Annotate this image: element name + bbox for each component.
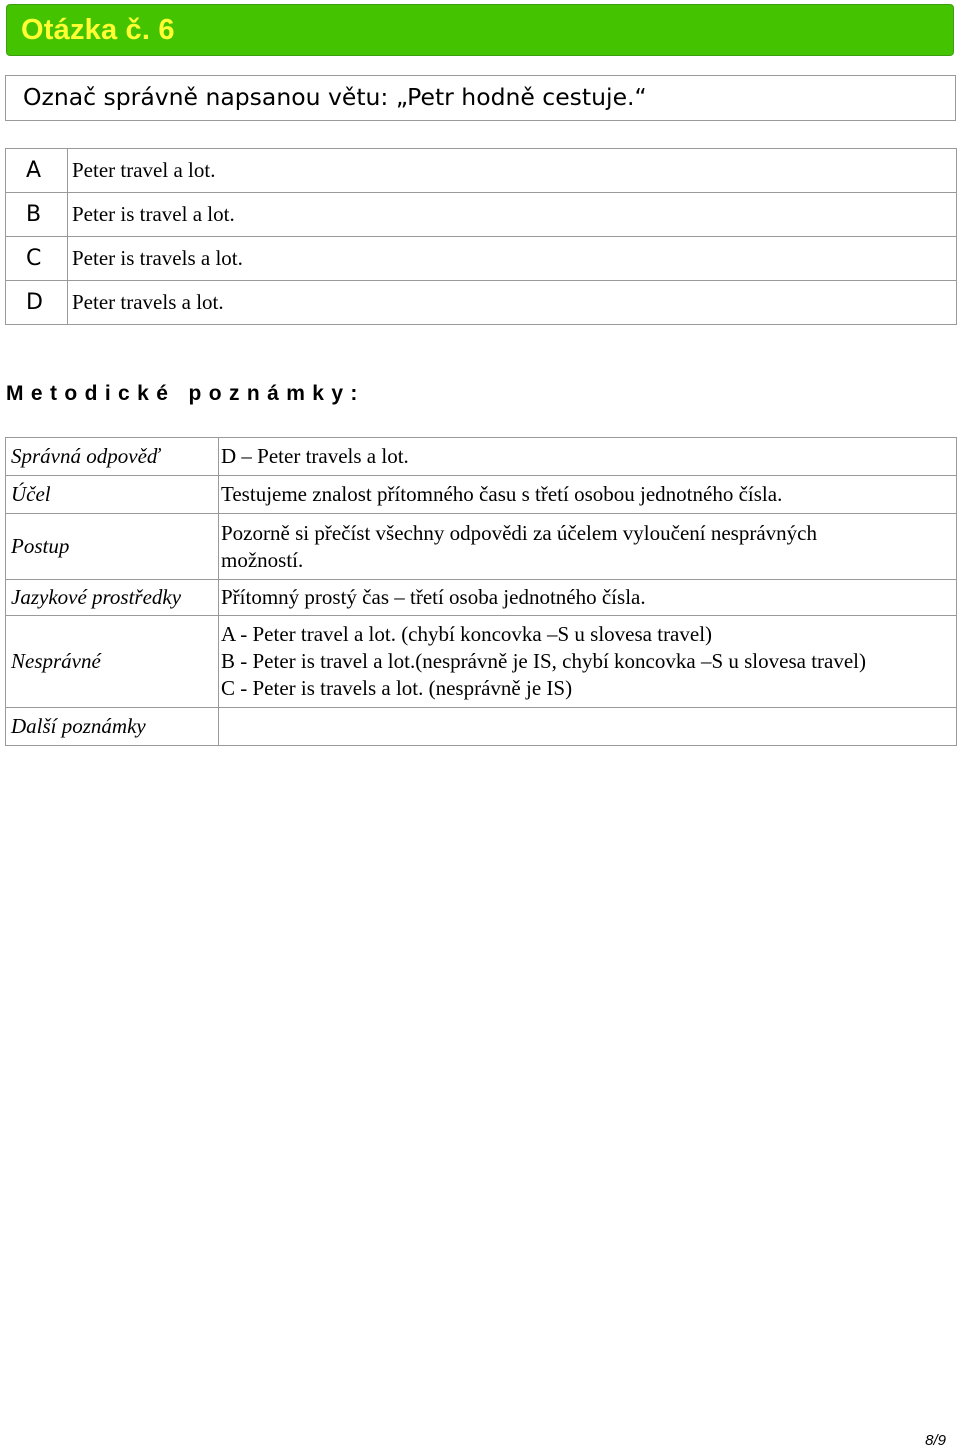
notes-value — [219, 514, 957, 580]
question-text: Označ správně napsanou větu: „Petr hodně cestuje.“ — [23, 83, 647, 111]
notes-table — [5, 437, 957, 746]
notes-value: Testujeme znalost přítomného času s třetí osobou jednotného čísla. — [219, 476, 957, 514]
notes-row-correct — [6, 438, 957, 476]
option-letter: B — [6, 193, 68, 237]
option-letter: D — [6, 281, 68, 325]
notes-label: Postup — [6, 514, 219, 580]
option-text: Peter is travel a lot. — [68, 193, 957, 237]
notes-value-line: možností. — [221, 547, 304, 572]
notes-value — [219, 616, 957, 708]
notes-row-procedure — [6, 514, 957, 580]
notes-label: Účel — [6, 476, 219, 514]
notes-label: Jazykové prostředky — [6, 580, 219, 616]
answer-option-d[interactable] — [6, 281, 957, 325]
question-title: Otázka č. 6 — [21, 14, 175, 46]
notes-value-line: A - Peter travel a lot. (chybí koncovka –S u slovesa travel) — [221, 622, 713, 646]
notes-row-language — [6, 580, 957, 616]
question-box — [5, 75, 956, 121]
notes-label: Nesprávné — [6, 616, 219, 708]
notes-value-line: Pozorně si přečíst všechny odpovědi za účelem vyloučení nesprávných — [221, 520, 817, 545]
notes-value: D – Peter travels a lot. — [219, 438, 957, 476]
option-text: Peter travel a lot. — [68, 149, 957, 193]
option-letter: C — [6, 237, 68, 281]
option-letter: A — [6, 149, 68, 193]
notes-value — [219, 708, 957, 746]
page-number: 8/9 — [925, 1432, 946, 1449]
answer-option-c[interactable] — [6, 237, 957, 281]
notes-row-other — [6, 708, 957, 746]
notes-label: Správná odpověď — [6, 438, 219, 476]
answer-option-b[interactable] — [6, 193, 957, 237]
notes-row-purpose — [6, 476, 957, 514]
question-header — [6, 4, 954, 56]
notes-value-line: B - Peter is travel a lot.(nesprávně je IS, chybí koncovka –S u slovesa travel) — [221, 649, 866, 673]
option-text: Peter travels a lot. — [68, 281, 957, 325]
notes-value-line: C - Peter is travels a lot. (nesprávně je IS) — [221, 676, 573, 700]
notes-heading: Metodické poznámky: — [6, 382, 365, 405]
notes-row-incorrect — [6, 616, 957, 708]
answer-option-a[interactable] — [6, 149, 957, 193]
answer-options-table — [5, 148, 957, 325]
notes-label: Další poznámky — [6, 708, 219, 746]
notes-value: Přítomný prostý čas – třetí osoba jednotného čísla. — [219, 580, 957, 616]
option-text: Peter is travels a lot. — [68, 237, 957, 281]
